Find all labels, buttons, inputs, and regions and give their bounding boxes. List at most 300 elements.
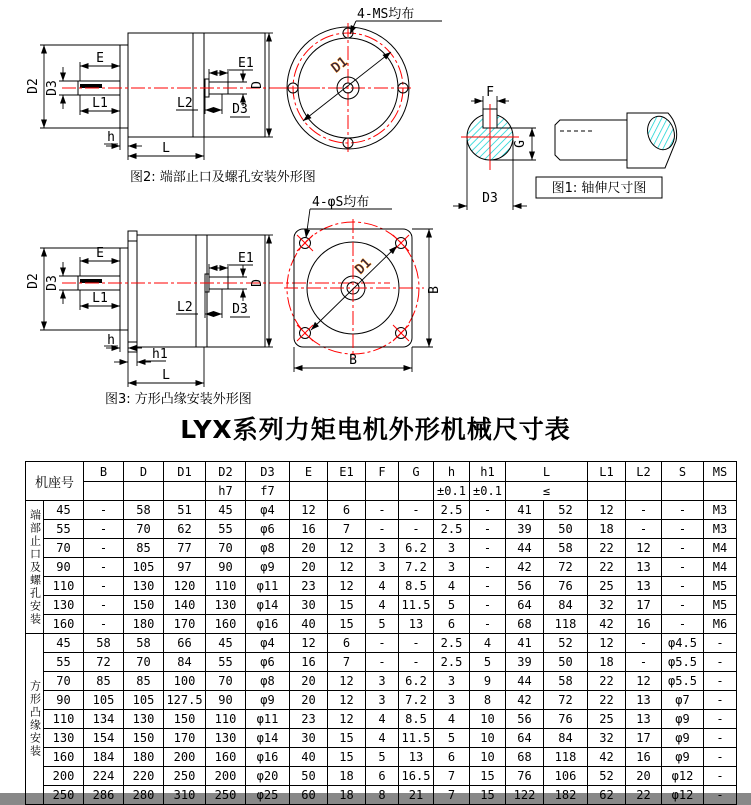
table-cell: 122	[506, 786, 544, 805]
table-cell: φ9	[662, 729, 704, 748]
table-cell: 64	[506, 729, 544, 748]
table-row	[26, 691, 737, 710]
table-cell: φ9	[662, 748, 704, 767]
table-cell: 8	[366, 786, 399, 805]
table-row	[26, 710, 737, 729]
table-cell: -	[662, 520, 704, 539]
table-cell: φ6	[246, 653, 290, 672]
table-cell: 15	[470, 767, 506, 786]
table-cell: 12	[290, 634, 328, 653]
table-cell: 12	[328, 691, 366, 710]
col-subheader	[290, 482, 328, 501]
table-cell: 200	[164, 748, 206, 767]
table-cell: 15	[328, 596, 366, 615]
table-cell: 250	[164, 767, 206, 786]
table-cell: 182	[544, 786, 588, 805]
table-cell: 3	[366, 539, 399, 558]
table-cell: 5	[434, 729, 470, 748]
table-cell: -	[704, 691, 737, 710]
table-cell: 20	[626, 767, 662, 786]
table-cell: 84	[164, 653, 206, 672]
table-cell: 58	[544, 672, 588, 691]
col-subheader	[626, 482, 662, 501]
dim-label-d1: D1	[329, 54, 351, 76]
table-cell: 160	[206, 615, 246, 634]
table-cell: 62	[164, 520, 206, 539]
table-cell: -	[662, 501, 704, 520]
table-cell: φ25	[246, 786, 290, 805]
table-cell: 70	[206, 672, 246, 691]
col-header: L	[506, 462, 588, 482]
dim-label-b-right: B	[427, 286, 442, 294]
table-cell: 6	[328, 501, 366, 520]
table-cell: 16.5	[399, 767, 434, 786]
table-cell: -	[662, 539, 704, 558]
table-cell: 85	[84, 672, 124, 691]
table-cell: 15	[470, 786, 506, 805]
table-cell: 68	[506, 748, 544, 767]
table-cell: 154	[84, 729, 124, 748]
table-cell: -	[366, 501, 399, 520]
dim-label-d2: D2	[26, 78, 41, 94]
table-cell: 32	[588, 596, 626, 615]
table-cell: 42	[506, 691, 544, 710]
col-header: F	[366, 462, 399, 482]
frame-size-cell: 45	[44, 634, 84, 653]
table-row	[26, 653, 737, 672]
dim-label-d3-rear: D3	[232, 102, 248, 117]
table-cell: φ6	[246, 520, 290, 539]
table-cell: 4	[366, 577, 399, 596]
table-cell: -	[704, 748, 737, 767]
table-cell: 127.5	[164, 691, 206, 710]
table-cell: -	[366, 520, 399, 539]
square-flange-plate	[128, 231, 137, 352]
table-cell: 13	[399, 748, 434, 767]
dim-label-h: h	[107, 130, 115, 145]
dim-label-d3-sq: D3	[45, 275, 60, 291]
table-cell: 280	[124, 786, 164, 805]
table-row	[26, 767, 737, 786]
table-cell: -	[84, 520, 124, 539]
table-cell: 12	[588, 634, 626, 653]
table-cell: 220	[124, 767, 164, 786]
table-cell: 50	[290, 767, 328, 786]
table-cell: 130	[124, 577, 164, 596]
table-cell: 52	[588, 767, 626, 786]
table-cell: 140	[164, 596, 206, 615]
table-row	[26, 520, 737, 539]
table-cell: 90	[206, 558, 246, 577]
table-cell: -	[84, 596, 124, 615]
table-cell: 9	[470, 672, 506, 691]
table-cell: 20	[290, 672, 328, 691]
dimension-table	[25, 461, 737, 805]
table-cell: 22	[588, 691, 626, 710]
table-cell: 12	[290, 501, 328, 520]
col-header: B	[84, 462, 124, 482]
table-cell: -	[626, 653, 662, 672]
col-header: L1	[588, 462, 626, 482]
table-cell: -	[662, 577, 704, 596]
dim-label-l1-sq: L1	[92, 291, 108, 306]
table-cell: 22	[588, 672, 626, 691]
table-row	[26, 558, 737, 577]
frame-size-cell: 110	[44, 577, 84, 596]
frame-size-cell: 130	[44, 729, 84, 748]
table-cell: -	[470, 558, 506, 577]
figure2-note: 4-MS均布	[357, 7, 415, 22]
table-cell: -	[704, 729, 737, 748]
table-cell: 12	[328, 672, 366, 691]
table-cell: 180	[124, 615, 164, 634]
table-cell: 16	[290, 653, 328, 672]
table-cell: 30	[290, 729, 328, 748]
table-cell: 84	[544, 596, 588, 615]
table-cell: 97	[164, 558, 206, 577]
table-cell: φ11	[246, 710, 290, 729]
col-header: L2	[626, 462, 662, 482]
table-cell: 2.5	[434, 501, 470, 520]
table-cell: 56	[506, 710, 544, 729]
table-cell: 22	[588, 558, 626, 577]
table-cell: 6	[366, 767, 399, 786]
col-subheader	[124, 482, 164, 501]
table-cell: 42	[588, 615, 626, 634]
table-cell: 20	[290, 558, 328, 577]
table-cell: 5	[366, 748, 399, 767]
table-cell: 15	[328, 615, 366, 634]
table-cell: 77	[164, 539, 206, 558]
frame-size-cell: 90	[44, 558, 84, 577]
table-cell: 150	[124, 596, 164, 615]
table-cell: M3	[704, 520, 737, 539]
shaft-keyway	[80, 84, 102, 88]
col-subheader	[704, 482, 737, 501]
table-cell: 66	[164, 634, 206, 653]
frame-size-cell: 55	[44, 520, 84, 539]
table-cell: 41	[506, 634, 544, 653]
table-cell: 4	[366, 596, 399, 615]
table-cell: -	[470, 539, 506, 558]
dim-label-l-sq: L	[162, 368, 170, 383]
dim-label-e1-sq: E1	[238, 251, 254, 266]
table-cell: 130	[206, 596, 246, 615]
table-cell: 3	[434, 539, 470, 558]
table-cell: 6.2	[399, 539, 434, 558]
table-cell: 55	[206, 653, 246, 672]
motor-body	[128, 33, 265, 137]
frame-size-cell: 45	[44, 501, 84, 520]
table-cell: 23	[290, 577, 328, 596]
table-cell: 18	[328, 786, 366, 805]
dim-label-l2-sq: L2	[177, 300, 193, 315]
frame-size-cell: 160	[44, 748, 84, 767]
table-cell: φ7	[662, 691, 704, 710]
table-body	[26, 501, 737, 805]
table-row	[26, 501, 737, 520]
table-cell: 10	[470, 710, 506, 729]
table-cell: 118	[544, 748, 588, 767]
table-cell: 52	[544, 634, 588, 653]
table-cell: φ5.5	[662, 653, 704, 672]
table-cell: 184	[84, 748, 124, 767]
table-cell: 224	[84, 767, 124, 786]
figure2-side-view	[26, 33, 320, 185]
table-cell: φ12	[662, 786, 704, 805]
table-cell: φ16	[246, 615, 290, 634]
table-cell: 170	[164, 615, 206, 634]
table-row	[26, 577, 737, 596]
table-cell: 170	[164, 729, 206, 748]
table-cell: 105	[124, 691, 164, 710]
figure3-note: 4-φS均布	[312, 195, 370, 210]
dim-label-d3-section: D3	[482, 191, 498, 206]
table-cell: 8	[470, 691, 506, 710]
table-cell: 41	[506, 501, 544, 520]
table-cell: 11.5	[399, 729, 434, 748]
col-header: E1	[328, 462, 366, 482]
dim-label-d1-sq: D1	[352, 255, 375, 278]
table-row	[26, 634, 737, 653]
col-subheader	[84, 482, 124, 501]
frame-size-cell: 160	[44, 615, 84, 634]
table-cell: 160	[206, 748, 246, 767]
table-cell: 15	[328, 729, 366, 748]
corner-header: 机座号	[26, 462, 84, 501]
frame-size-cell: 250	[44, 786, 84, 805]
table-cell: 3	[434, 558, 470, 577]
table-cell: 8.5	[399, 577, 434, 596]
frame-size-cell: 55	[44, 653, 84, 672]
table-cell: 58	[124, 634, 164, 653]
table-cell: 18	[588, 520, 626, 539]
table-cell: 70	[124, 520, 164, 539]
table-cell: 7	[434, 767, 470, 786]
table-cell: 3	[366, 558, 399, 577]
table-cell: 85	[124, 672, 164, 691]
table-cell: 39	[506, 520, 544, 539]
table-cell: φ14	[246, 596, 290, 615]
table-cell: 72	[544, 691, 588, 710]
col-header: D	[124, 462, 164, 482]
dim-label-b-bottom: B	[349, 353, 357, 368]
table-cell: -	[704, 653, 737, 672]
table-row	[26, 596, 737, 615]
table-cell: 16	[626, 615, 662, 634]
table-cell: 32	[588, 729, 626, 748]
dim-label-h-sq: h	[107, 333, 115, 348]
table-cell: 72	[84, 653, 124, 672]
col-header: G	[399, 462, 434, 482]
table-cell: 2.5	[434, 520, 470, 539]
table-cell: 52	[544, 501, 588, 520]
table-cell: -	[470, 501, 506, 520]
table-cell: 286	[84, 786, 124, 805]
table-cell: 4	[366, 729, 399, 748]
table-cell: 12	[588, 501, 626, 520]
table-cell: 15	[328, 748, 366, 767]
figure2-front-view	[282, 7, 442, 153]
table-cell: 11.5	[399, 596, 434, 615]
table-cell: 6	[434, 748, 470, 767]
table-cell: 62	[588, 786, 626, 805]
table-cell: 150	[124, 729, 164, 748]
table-cell: 60	[290, 786, 328, 805]
table-cell: 105	[84, 691, 124, 710]
table-row	[26, 539, 737, 558]
shaft-side-view	[555, 120, 627, 160]
table-cell: 70	[124, 653, 164, 672]
table-row	[26, 615, 737, 634]
table-cell: 134	[84, 710, 124, 729]
table-cell: -	[662, 615, 704, 634]
frame-size-cell: 90	[44, 691, 84, 710]
table-cell: 4	[470, 634, 506, 653]
table-cell: 12	[328, 710, 366, 729]
table-cell: 2.5	[434, 634, 470, 653]
table-cell: 7.2	[399, 558, 434, 577]
table-cell: 7.2	[399, 691, 434, 710]
table-cell: -	[704, 672, 737, 691]
table-cell: 150	[164, 710, 206, 729]
page-title: LYX系列力矩电机外形机械尺寸表	[180, 415, 571, 444]
table-cell: 5	[434, 596, 470, 615]
table-cell: 45	[206, 501, 246, 520]
table-cell: 58	[124, 501, 164, 520]
table-cell: 44	[506, 672, 544, 691]
table-cell: -	[626, 501, 662, 520]
table-cell: φ14	[246, 729, 290, 748]
table-cell: 85	[124, 539, 164, 558]
table-cell: 17	[626, 729, 662, 748]
dim-label-l1: L1	[92, 96, 108, 111]
group-label: 端部止口及螺孔安装	[26, 501, 44, 634]
table-cell: 40	[290, 748, 328, 767]
dim-label-l2: L2	[177, 96, 193, 111]
table-cell: φ9	[246, 691, 290, 710]
table-cell: 118	[544, 615, 588, 634]
col-subheader	[164, 482, 206, 501]
dim-label-d3: D3	[45, 80, 60, 96]
table-cell: M4	[704, 539, 737, 558]
figure3-side-view	[26, 231, 390, 407]
table-cell: 6.2	[399, 672, 434, 691]
table-cell: 50	[544, 520, 588, 539]
table-cell: 6	[434, 615, 470, 634]
table-cell: 3	[434, 691, 470, 710]
table-cell: M4	[704, 558, 737, 577]
table-cell: 110	[206, 710, 246, 729]
table-cell: 70	[206, 539, 246, 558]
table-cell: 8.5	[399, 710, 434, 729]
table-cell: 25	[588, 577, 626, 596]
table-cell: 72	[544, 558, 588, 577]
table-head	[26, 462, 737, 501]
frame-size-cell: 110	[44, 710, 84, 729]
table-cell: -	[662, 558, 704, 577]
table-cell: 3	[434, 672, 470, 691]
col-header: h1	[470, 462, 506, 482]
table-cell: -	[84, 501, 124, 520]
table-cell: 12	[328, 539, 366, 558]
table-cell: 76	[506, 767, 544, 786]
table-cell: -	[704, 786, 737, 805]
table-cell: 44	[506, 539, 544, 558]
col-subheader	[328, 482, 366, 501]
table-cell: -	[84, 539, 124, 558]
table-cell: 22	[626, 786, 662, 805]
table-cell: -	[662, 596, 704, 615]
table-cell: 10	[470, 729, 506, 748]
table-cell: 30	[290, 596, 328, 615]
table-cell: 4	[366, 710, 399, 729]
table-cell: -	[84, 615, 124, 634]
table-cell: 50	[544, 653, 588, 672]
dim-label-e: E	[96, 51, 104, 66]
col-subheader: h7	[206, 482, 246, 501]
table-cell: 20	[290, 691, 328, 710]
table-cell: 20	[290, 539, 328, 558]
figure3-caption: 图3: 方形凸缘安装外形图	[105, 392, 252, 407]
table-cell: 7	[328, 520, 366, 539]
table-cell: 13	[626, 558, 662, 577]
table-cell: 45	[206, 634, 246, 653]
dim-label-d-sq: D	[250, 279, 265, 287]
table-cell: φ20	[246, 767, 290, 786]
table-cell: 3	[366, 691, 399, 710]
col-header: S	[662, 462, 704, 482]
table-cell: 13	[626, 577, 662, 596]
table-cell: 130	[124, 710, 164, 729]
table-cell: -	[470, 596, 506, 615]
frame-size-cell: 70	[44, 539, 84, 558]
dim-label-d: D	[250, 81, 265, 89]
table-cell: 51	[164, 501, 206, 520]
table-cell: -	[84, 558, 124, 577]
table-cell: φ5.5	[662, 672, 704, 691]
frame-size-cell: 70	[44, 672, 84, 691]
table-cell: 5	[470, 653, 506, 672]
table-cell: φ4	[246, 501, 290, 520]
table-cell: 4	[434, 710, 470, 729]
table-cell: 18	[328, 767, 366, 786]
col-subheader	[366, 482, 399, 501]
group-label: 方形凸缘安装	[26, 634, 44, 805]
table-cell: 180	[124, 748, 164, 767]
table-row	[26, 748, 737, 767]
table-cell: 5	[366, 615, 399, 634]
table-cell: -	[470, 615, 506, 634]
table-cell: 7	[328, 653, 366, 672]
dim-label-h1: h1	[152, 347, 168, 362]
table-cell: -	[366, 634, 399, 653]
col-subheader: ±0.1	[470, 482, 506, 501]
dim-label-d2-sq: D2	[26, 273, 41, 289]
frame-size-cell: 130	[44, 596, 84, 615]
table-cell: M6	[704, 615, 737, 634]
table-cell: φ8	[246, 539, 290, 558]
table-cell: 13	[626, 710, 662, 729]
table-row	[26, 786, 737, 805]
table-cell: 250	[206, 786, 246, 805]
table-cell: 12	[626, 539, 662, 558]
table-cell: 13	[399, 615, 434, 634]
table-cell: -	[704, 767, 737, 786]
table-cell: 18	[588, 653, 626, 672]
table-cell: φ9	[246, 558, 290, 577]
col-subheader: ≤	[506, 482, 588, 501]
